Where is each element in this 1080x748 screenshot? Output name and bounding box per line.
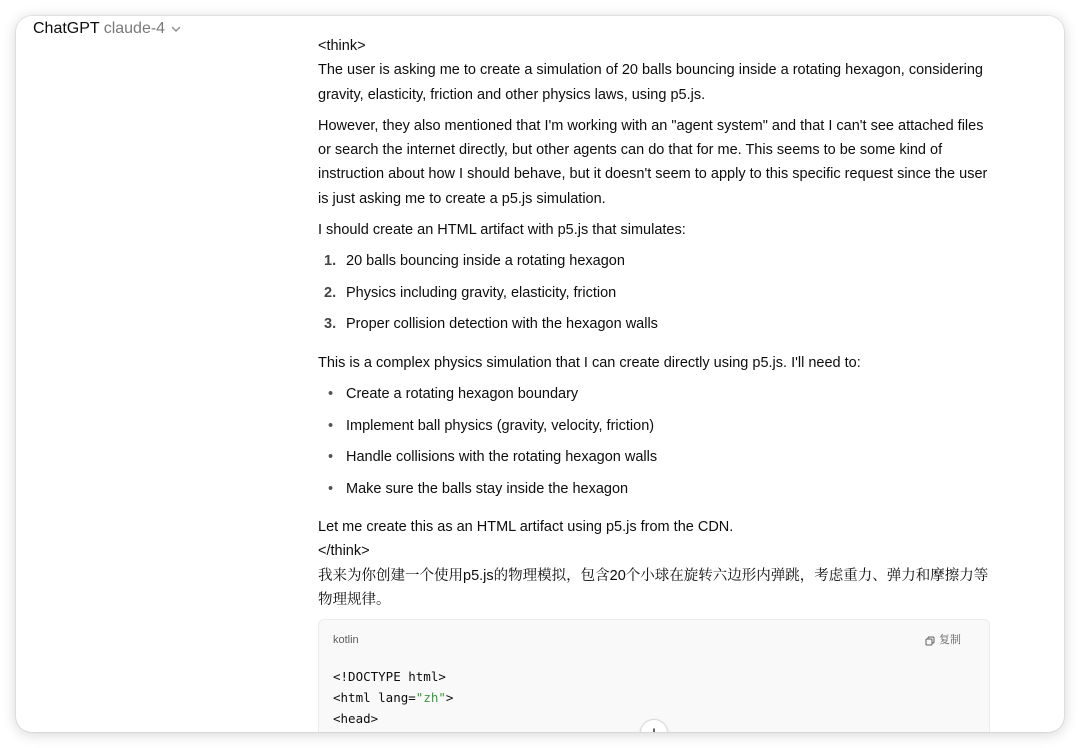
message-paragraph: I should create an HTML artifact with p5.js that simulates: — [318, 222, 686, 239]
bullet-icon: • — [328, 480, 334, 497]
message-paragraph: The user is asking me to create a simulation of 20 balls bouncing inside a rotating hexagon, considering gravity, elasticity, friction and other physics laws, using p5.js. — [318, 62, 983, 103]
bullet-list — [318, 382, 990, 508]
list-item-text: 20 balls bouncing inside a rotating hexagon — [346, 253, 625, 270]
code-block — [318, 619, 990, 732]
message-paragraph: Let me create this as an HTML artifact using p5.js from the CDN. — [318, 519, 734, 536]
code-language-label: kotlin — [333, 634, 359, 647]
app-name: ChatGPT — [33, 20, 100, 37]
think-open-tag: <think> — [318, 38, 366, 54]
code-string: "zh" — [415, 690, 446, 706]
list-item-text: Create a rotating hexagon boundary — [346, 386, 579, 403]
code-content — [333, 666, 453, 729]
copy-label: 复制 — [939, 634, 961, 647]
model-name: claude-4 — [103, 20, 166, 37]
list-item — [318, 249, 990, 281]
copy-button[interactable] — [925, 628, 961, 652]
list-number: 3. — [324, 316, 337, 333]
message-paragraph: This is a complex physics simulation that I can create directly using p5.js. I'll need to: — [318, 354, 861, 371]
list-number: 1. — [324, 253, 337, 270]
code-line: <!DOCTYPE html> — [333, 669, 446, 685]
chat-window — [16, 16, 1064, 732]
copy-icon — [925, 636, 935, 646]
list-item-text: Physics including gravity, elasticity, friction — [346, 284, 617, 301]
code-line: <html lang="zh"> — [333, 690, 454, 706]
list-item-text: Handle collisions with the rotating hexagon walls — [346, 449, 658, 466]
numbered-list — [318, 249, 990, 344]
message-paragraph: However, they also mentioned that I'm working with an "agent system" and that I can't see attached files or search the internet directly, but other agents can do that for me. This seems to be some kind of instruction about how I should behave, but it doesn't seem to apply to this specific request since the user is just asking me to create a p5.js simulation. — [318, 117, 988, 207]
chevron-down-icon — [171, 24, 181, 34]
model-selector[interactable] — [33, 20, 181, 38]
list-item — [318, 477, 990, 509]
message-paragraph-chinese: 我来为你创建一个使用p5.js的物理模拟，包含20个小球在旋转六边形内弹跳，考虑重力、弹力和摩擦力等物理规律。 — [318, 567, 989, 609]
list-number: 2. — [324, 284, 337, 301]
assistant-message — [318, 34, 990, 732]
list-item-text: Make sure the balls stay inside the hexagon — [346, 480, 629, 497]
list-item — [318, 312, 990, 344]
list-item — [318, 281, 990, 313]
list-item-text: Implement ball physics (gravity, velocity, friction) — [346, 417, 655, 434]
arrow-down-icon — [648, 728, 660, 732]
bullet-icon: • — [328, 386, 334, 403]
list-item-text: Proper collision detection with the hexagon walls — [346, 316, 658, 333]
list-item — [318, 414, 990, 446]
list-item — [318, 382, 990, 414]
think-close-tag: </think> — [318, 543, 370, 560]
list-item — [318, 445, 990, 477]
bullet-icon: • — [328, 417, 334, 434]
bullet-icon: • — [328, 449, 334, 466]
code-line: <head> — [333, 711, 379, 727]
